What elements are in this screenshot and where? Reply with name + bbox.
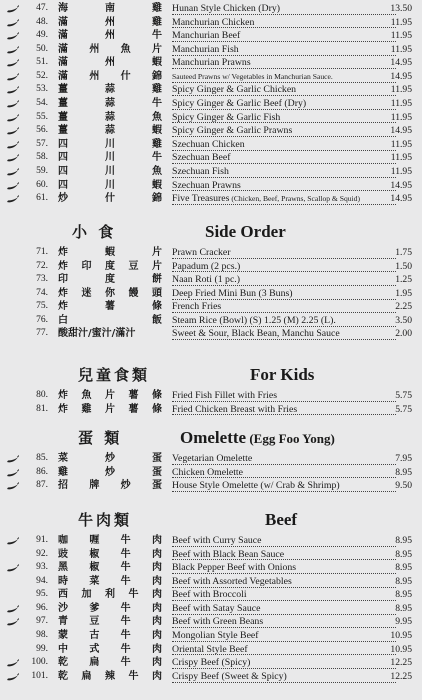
section-title-english-main: Side Order — [205, 222, 286, 241]
section-title-english — [205, 220, 286, 244]
item-name-english — [172, 83, 396, 96]
item-name-english — [172, 151, 396, 164]
item-name-chinese: 白 飯 — [58, 314, 162, 326]
section-title-chinese: 蛋 類 — [78, 429, 123, 447]
item-number: 77. — [36, 328, 48, 339]
section-header — [0, 426, 422, 450]
menu-item-row — [0, 124, 422, 138]
chili-pepper-icon — [6, 154, 19, 163]
item-name-english — [172, 56, 396, 69]
item-number: 54. — [36, 98, 48, 109]
item-name-english-text: Szechuan Chicken — [172, 138, 245, 150]
item-name-english — [172, 466, 396, 479]
item-price: 11.95 — [390, 152, 412, 164]
item-name-english-text: Spicy Ginger & Garlic Fish — [172, 111, 281, 123]
section-title-english-main: For Kids — [250, 365, 315, 384]
section-title-english — [265, 508, 297, 532]
item-name-english — [172, 273, 396, 286]
item-number: 47. — [36, 3, 48, 13]
item-price: 2.25 — [395, 301, 412, 313]
item-name-english-text: Fried Fish Fillet with Fries — [172, 390, 278, 401]
menu-item-row — [0, 83, 422, 97]
menu-item-row — [0, 670, 422, 684]
item-name-chinese: 沙 爹 牛 肉 — [58, 602, 162, 614]
menu-item-row — [0, 43, 422, 57]
item-number: 101. — [31, 670, 48, 681]
item-name-chinese: 時 菜 牛 肉 — [58, 575, 162, 587]
item-name-english-text: Hunan Style Chicken (Dry) — [172, 3, 281, 14]
item-name-english-text: Steam Rice (Bowl) (S) 1.25 (M) 2.25 (L). — [172, 314, 336, 326]
item-name-english-text: Szechuan Fish — [172, 165, 229, 177]
item-name-chinese: 黑 椒 牛 肉 — [58, 562, 162, 574]
item-name-chinese: 乾 扁 辣 牛 肉 — [58, 670, 162, 682]
item-name-english — [172, 287, 396, 300]
item-number: 92. — [36, 548, 48, 559]
item-price: 8.95 — [395, 602, 412, 614]
item-price: 13.50 — [390, 3, 412, 14]
item-number: 100. — [31, 657, 48, 668]
item-number: 49. — [36, 30, 48, 41]
item-name-english — [172, 2, 396, 15]
item-price: 14.95 — [390, 193, 412, 205]
item-price: 8.95 — [395, 466, 412, 478]
item-name-english — [172, 629, 396, 642]
item-name-chinese: 海 南 雞 — [58, 3, 162, 14]
chili-pepper-icon — [6, 100, 19, 109]
item-number: 97. — [36, 616, 48, 627]
section-title-chinese: 兒童食類 — [78, 366, 151, 384]
item-price: 8.95 — [395, 589, 412, 601]
menu-item-row — [0, 561, 422, 575]
chili-pepper-icon — [6, 673, 19, 682]
item-number: 57. — [36, 138, 48, 149]
item-name-english-text: French Fries — [172, 301, 222, 313]
item-name-english-text: Manchurian Prawns — [172, 57, 251, 69]
chili-pepper-icon — [6, 127, 19, 136]
item-number: 51. — [36, 57, 48, 68]
item-name-chinese: 滿 州 雞 — [58, 16, 162, 28]
chili-pepper-icon — [6, 482, 19, 491]
item-name-chinese: 四 川 雞 — [58, 138, 162, 150]
item-name-english-text: Szechuan Prawns — [172, 179, 241, 191]
item-number: 59. — [36, 165, 48, 176]
item-name-english — [172, 246, 396, 259]
item-number: 81. — [36, 403, 48, 414]
item-number: 87. — [36, 480, 48, 491]
menu-item-row — [0, 273, 422, 287]
item-name-chinese: 炸 薯 條 — [58, 301, 162, 313]
item-name-english — [172, 588, 396, 601]
menu-item-row — [0, 165, 422, 179]
item-number: 71. — [36, 247, 48, 257]
item-number: 50. — [36, 43, 48, 54]
item-name-english-note: (Chicken, Beef, Prawns, Scallop & Squid) — [229, 194, 360, 204]
item-name-chinese: 咖 喱 牛 肉 — [58, 535, 162, 546]
item-name-english — [172, 670, 396, 683]
item-name-chinese: 豉 椒 牛 肉 — [58, 548, 162, 560]
item-number: 61. — [36, 193, 48, 204]
menu-item-row — [0, 97, 422, 111]
item-name-english — [172, 643, 396, 656]
chili-pepper-icon — [6, 19, 19, 28]
item-name-chinese: 炸 雞 片 薯 條 — [58, 403, 162, 415]
item-name-english — [172, 138, 396, 151]
item-name-english-text: Five Treasures — [172, 193, 230, 205]
menu-item-row — [0, 16, 422, 30]
item-number: 99. — [36, 643, 48, 654]
item-name-english-text: Manchurian Fish — [172, 43, 239, 55]
item-number: 80. — [36, 390, 48, 400]
item-name-chinese: 四 川 牛 — [58, 152, 162, 164]
item-name-english-text: Oriental Style Beef — [172, 643, 248, 655]
item-name-english — [172, 111, 396, 124]
item-name-english — [172, 327, 396, 340]
item-number: 85. — [36, 453, 48, 463]
item-price: 14.95 — [390, 57, 412, 69]
item-name-english — [172, 97, 396, 110]
menu-item-row — [0, 479, 422, 493]
item-name-english-text: Beef with Assorted Vegetables — [172, 575, 292, 587]
item-name-english — [172, 124, 396, 137]
item-name-chinese: 薑 蒜 蝦 — [58, 125, 162, 137]
item-price: 11.95 — [390, 30, 412, 42]
item-name-chinese: 滿 州 什 錦 — [58, 70, 162, 82]
item-name-chinese: 滿 州 魚 片 — [58, 43, 162, 55]
menu-item-row — [0, 111, 422, 125]
item-name-english — [172, 479, 396, 492]
item-name-english-text: Beef with Black Bean Sauce — [172, 548, 285, 560]
item-price: 11.95 — [390, 138, 412, 150]
chili-pepper-icon — [6, 537, 19, 546]
section-title-english-sub: (Egg Foo Yong) — [246, 431, 335, 446]
item-name-english-text: Szechuan Beef — [172, 152, 231, 164]
item-name-chinese: 薑 蒜 雞 — [58, 84, 162, 96]
item-name-english-text: Beef with Satay Sauce — [172, 602, 261, 614]
item-price: 11.95 — [390, 98, 412, 110]
item-price: 14.95 — [390, 125, 412, 137]
item-name-english-text: Manchurian Beef — [172, 30, 241, 42]
item-name-english — [172, 43, 396, 56]
item-price: 1.50 — [395, 260, 412, 272]
item-number: 60. — [36, 179, 48, 190]
item-price: 10.95 — [390, 643, 412, 655]
chili-pepper-icon — [6, 141, 19, 150]
section-header — [0, 508, 422, 532]
section-title-english-main: Beef — [265, 510, 298, 529]
item-price: 11.95 — [390, 16, 412, 28]
item-name-english-text: Deep Fried Mini Bun (3 Buns) — [172, 287, 293, 299]
item-name-english — [172, 29, 396, 42]
item-number: 56. — [36, 125, 48, 136]
item-name-chinese: 招 牌 炒 蛋 — [58, 480, 162, 492]
item-number: 76. — [36, 314, 48, 325]
chili-pepper-icon — [6, 86, 19, 95]
menu-item-row — [0, 548, 422, 562]
item-price: 10.95 — [390, 630, 412, 642]
menu-item-row — [0, 2, 422, 16]
chili-pepper-icon — [6, 195, 19, 204]
item-name-chinese: 薑 蒜 牛 — [58, 98, 162, 110]
section-title-english-main: Omelette — [180, 428, 247, 447]
item-name-english — [172, 16, 396, 29]
menu-item-row — [0, 56, 422, 70]
item-price: 14.95 — [390, 70, 412, 82]
item-number: 98. — [36, 630, 48, 641]
item-price: 1.25 — [395, 274, 412, 286]
item-price: 11.95 — [390, 43, 412, 55]
item-name-chinese: 雞 炒 蛋 — [58, 466, 162, 478]
menu-item-row — [0, 29, 422, 43]
item-name-english-text: Black Pepper Beef with Onions — [172, 562, 297, 574]
item-price: 5.75 — [395, 390, 412, 401]
chili-pepper-icon — [6, 182, 19, 191]
item-number: 72. — [36, 260, 48, 271]
item-name-english-text: Crispy Beef (Sweet & Spicy) — [172, 670, 287, 682]
item-name-english — [172, 575, 396, 588]
item-price: 8.95 — [395, 562, 412, 574]
item-name-chinese: 滿 州 蝦 — [58, 57, 162, 69]
item-name-english-text: Spicy Ginger & Garlic Chicken — [172, 84, 297, 96]
chili-pepper-icon — [6, 59, 19, 68]
item-price: 9.95 — [395, 616, 412, 628]
item-name-english-text: Mongolian Style Beef — [172, 630, 259, 642]
item-price: 11.95 — [390, 111, 412, 123]
menu-item-row — [0, 656, 422, 670]
section-header — [0, 363, 422, 387]
item-name-english — [172, 70, 396, 83]
item-number: 91. — [36, 535, 48, 545]
menu-item-row — [0, 260, 422, 274]
item-name-chinese: 炸 印 度 豆 片 — [58, 260, 162, 272]
section-header — [0, 220, 422, 244]
item-name-english — [172, 615, 396, 628]
menu-item-row — [0, 287, 422, 301]
item-price: 11.95 — [390, 84, 412, 96]
item-name-english-text: Vegetarian Omelette — [172, 453, 253, 464]
item-price: 8.95 — [395, 535, 412, 546]
item-name-chinese: 酸 甜 汁 / 蜜 汁 / 滿 汁 — [58, 328, 136, 340]
section-title-english — [180, 426, 335, 451]
item-name-chinese: 薑 蒜 魚 — [58, 111, 162, 123]
item-number: 73. — [36, 274, 48, 285]
chili-pepper-icon — [6, 455, 19, 464]
menu-item-row — [0, 403, 422, 417]
item-name-english-text: Papadum (2 pcs.) — [172, 260, 241, 272]
item-name-english — [172, 403, 396, 416]
item-name-english — [172, 314, 396, 327]
menu-item-row — [0, 192, 422, 206]
item-number: 74. — [36, 287, 48, 298]
menu-item-row — [0, 179, 422, 193]
menu-item-row — [0, 300, 422, 314]
item-number: 52. — [36, 70, 48, 81]
item-name-chinese: 炸 蝦 片 — [58, 247, 162, 258]
menu-item-row — [0, 452, 422, 466]
item-price: 9.50 — [395, 480, 412, 492]
menu-item-row — [0, 602, 422, 616]
menu-item-row — [0, 615, 422, 629]
item-price: 1.95 — [395, 287, 412, 299]
item-number: 96. — [36, 602, 48, 613]
menu-item-row — [0, 70, 422, 84]
item-name-chinese: 中 式 牛 肉 — [58, 643, 162, 655]
item-name-english-text: Spicy Ginger & Garlic Prawns — [172, 125, 293, 137]
item-name-english-text: Sweet & Sour, Black Bean, Manchu Sauce — [172, 328, 340, 340]
item-price: 2.00 — [395, 328, 412, 340]
menu-item-row — [0, 534, 422, 548]
chili-pepper-icon — [6, 168, 19, 177]
item-number: 53. — [36, 84, 48, 95]
item-name-english — [172, 300, 396, 313]
menu-item-row — [0, 588, 422, 602]
menu-item-row — [0, 327, 422, 341]
item-name-english — [172, 548, 396, 561]
item-name-english-text: Crispy Beef (Spicy) — [172, 657, 251, 669]
item-number: 55. — [36, 111, 48, 122]
menu-item-row — [0, 466, 422, 480]
item-price: 7.95 — [395, 453, 412, 464]
item-name-english — [172, 179, 396, 192]
item-name-chinese: 蒙 古 牛 肉 — [58, 630, 162, 642]
item-price: 3.50 — [395, 314, 412, 326]
menu-item-row — [0, 138, 422, 152]
item-name-english — [172, 389, 396, 402]
item-name-english-text: Chicken Omelette — [172, 466, 244, 478]
item-name-english-text: Naan Roti (1 pc.) — [172, 274, 241, 286]
item-name-english — [172, 192, 396, 205]
section-title-chinese: 牛肉類 — [78, 511, 133, 529]
menu-item-row — [0, 575, 422, 589]
item-name-chinese: 乾 扁 牛 肉 — [58, 657, 162, 669]
item-name-english-text: Beef with Broccoli — [172, 589, 247, 601]
chili-pepper-icon — [6, 114, 19, 123]
item-name-chinese: 菜 炒 蛋 — [58, 453, 162, 464]
item-price: 8.95 — [395, 548, 412, 560]
item-name-english-text: Manchurian Chicken — [172, 16, 255, 28]
menu-item-row — [0, 629, 422, 643]
item-name-english — [172, 452, 396, 465]
item-price: 8.95 — [395, 575, 412, 587]
item-name-english-text: Prawn Cracker — [172, 247, 231, 258]
item-name-chinese: 四 川 蝦 — [58, 179, 162, 191]
item-name-chinese: 炸 魚 片 薯 條 — [58, 390, 162, 401]
item-name-english-text: Beef with Green Beans — [172, 616, 264, 628]
item-name-english-text: Sauteed Prawns w/ Vegetables in Manchurian Sauce. — [172, 71, 333, 81]
chili-pepper-icon — [6, 469, 19, 478]
item-number: 48. — [36, 16, 48, 27]
chili-pepper-icon — [6, 46, 19, 55]
menu-item-row — [0, 389, 422, 403]
item-price: 12.25 — [390, 657, 412, 669]
item-price: 12.25 — [390, 670, 412, 682]
item-number: 58. — [36, 152, 48, 163]
item-number: 75. — [36, 301, 48, 312]
item-name-chinese: 青 豆 牛 肉 — [58, 616, 162, 628]
chili-pepper-icon — [6, 605, 19, 614]
item-price: 14.95 — [390, 179, 412, 191]
chili-pepper-icon — [6, 564, 19, 573]
item-name-english — [172, 165, 396, 178]
section-title-english — [250, 363, 314, 387]
item-name-english — [172, 534, 396, 547]
menu-item-row — [0, 151, 422, 165]
item-name-english-text: House Style Omelette (w/ Crab & Shrimp) — [172, 480, 340, 492]
menu-item-row — [0, 643, 422, 657]
item-number: 86. — [36, 466, 48, 477]
item-name-english-text: Spicy Ginger & Garlic Beef (Dry) — [172, 98, 307, 110]
chili-pepper-icon — [6, 32, 19, 41]
section-title-chinese: 小 食 — [72, 223, 117, 241]
item-name-english-text: Fried Chicken Breast with Fries — [172, 403, 298, 415]
item-number: 94. — [36, 575, 48, 586]
item-name-chinese: 炸 迷 你 饅 頭 — [58, 287, 162, 299]
item-price: 1.75 — [395, 247, 412, 258]
item-number: 93. — [36, 562, 48, 573]
item-number: 95. — [36, 589, 48, 600]
item-name-english — [172, 260, 396, 273]
item-price: 11.95 — [390, 165, 412, 177]
chili-pepper-icon — [6, 618, 19, 627]
menu-item-row — [0, 314, 422, 328]
item-name-chinese: 炒 什 錦 — [58, 193, 162, 205]
chili-pepper-icon — [6, 73, 19, 82]
item-name-chinese: 西 加 利 牛 肉 — [58, 589, 162, 601]
menu-item-row — [0, 246, 422, 260]
item-price: 5.75 — [395, 403, 412, 415]
chili-pepper-icon — [6, 659, 19, 668]
item-name-english-text: Beef with Curry Sauce — [172, 535, 262, 546]
chili-pepper-icon — [6, 5, 19, 14]
item-name-chinese: 印 度 餅 — [58, 274, 162, 286]
item-name-chinese: 四 川 魚 — [58, 165, 162, 177]
item-name-english — [172, 656, 396, 669]
item-name-english — [172, 602, 396, 615]
item-name-chinese: 滿 州 牛 — [58, 30, 162, 42]
item-name-english — [172, 561, 396, 574]
